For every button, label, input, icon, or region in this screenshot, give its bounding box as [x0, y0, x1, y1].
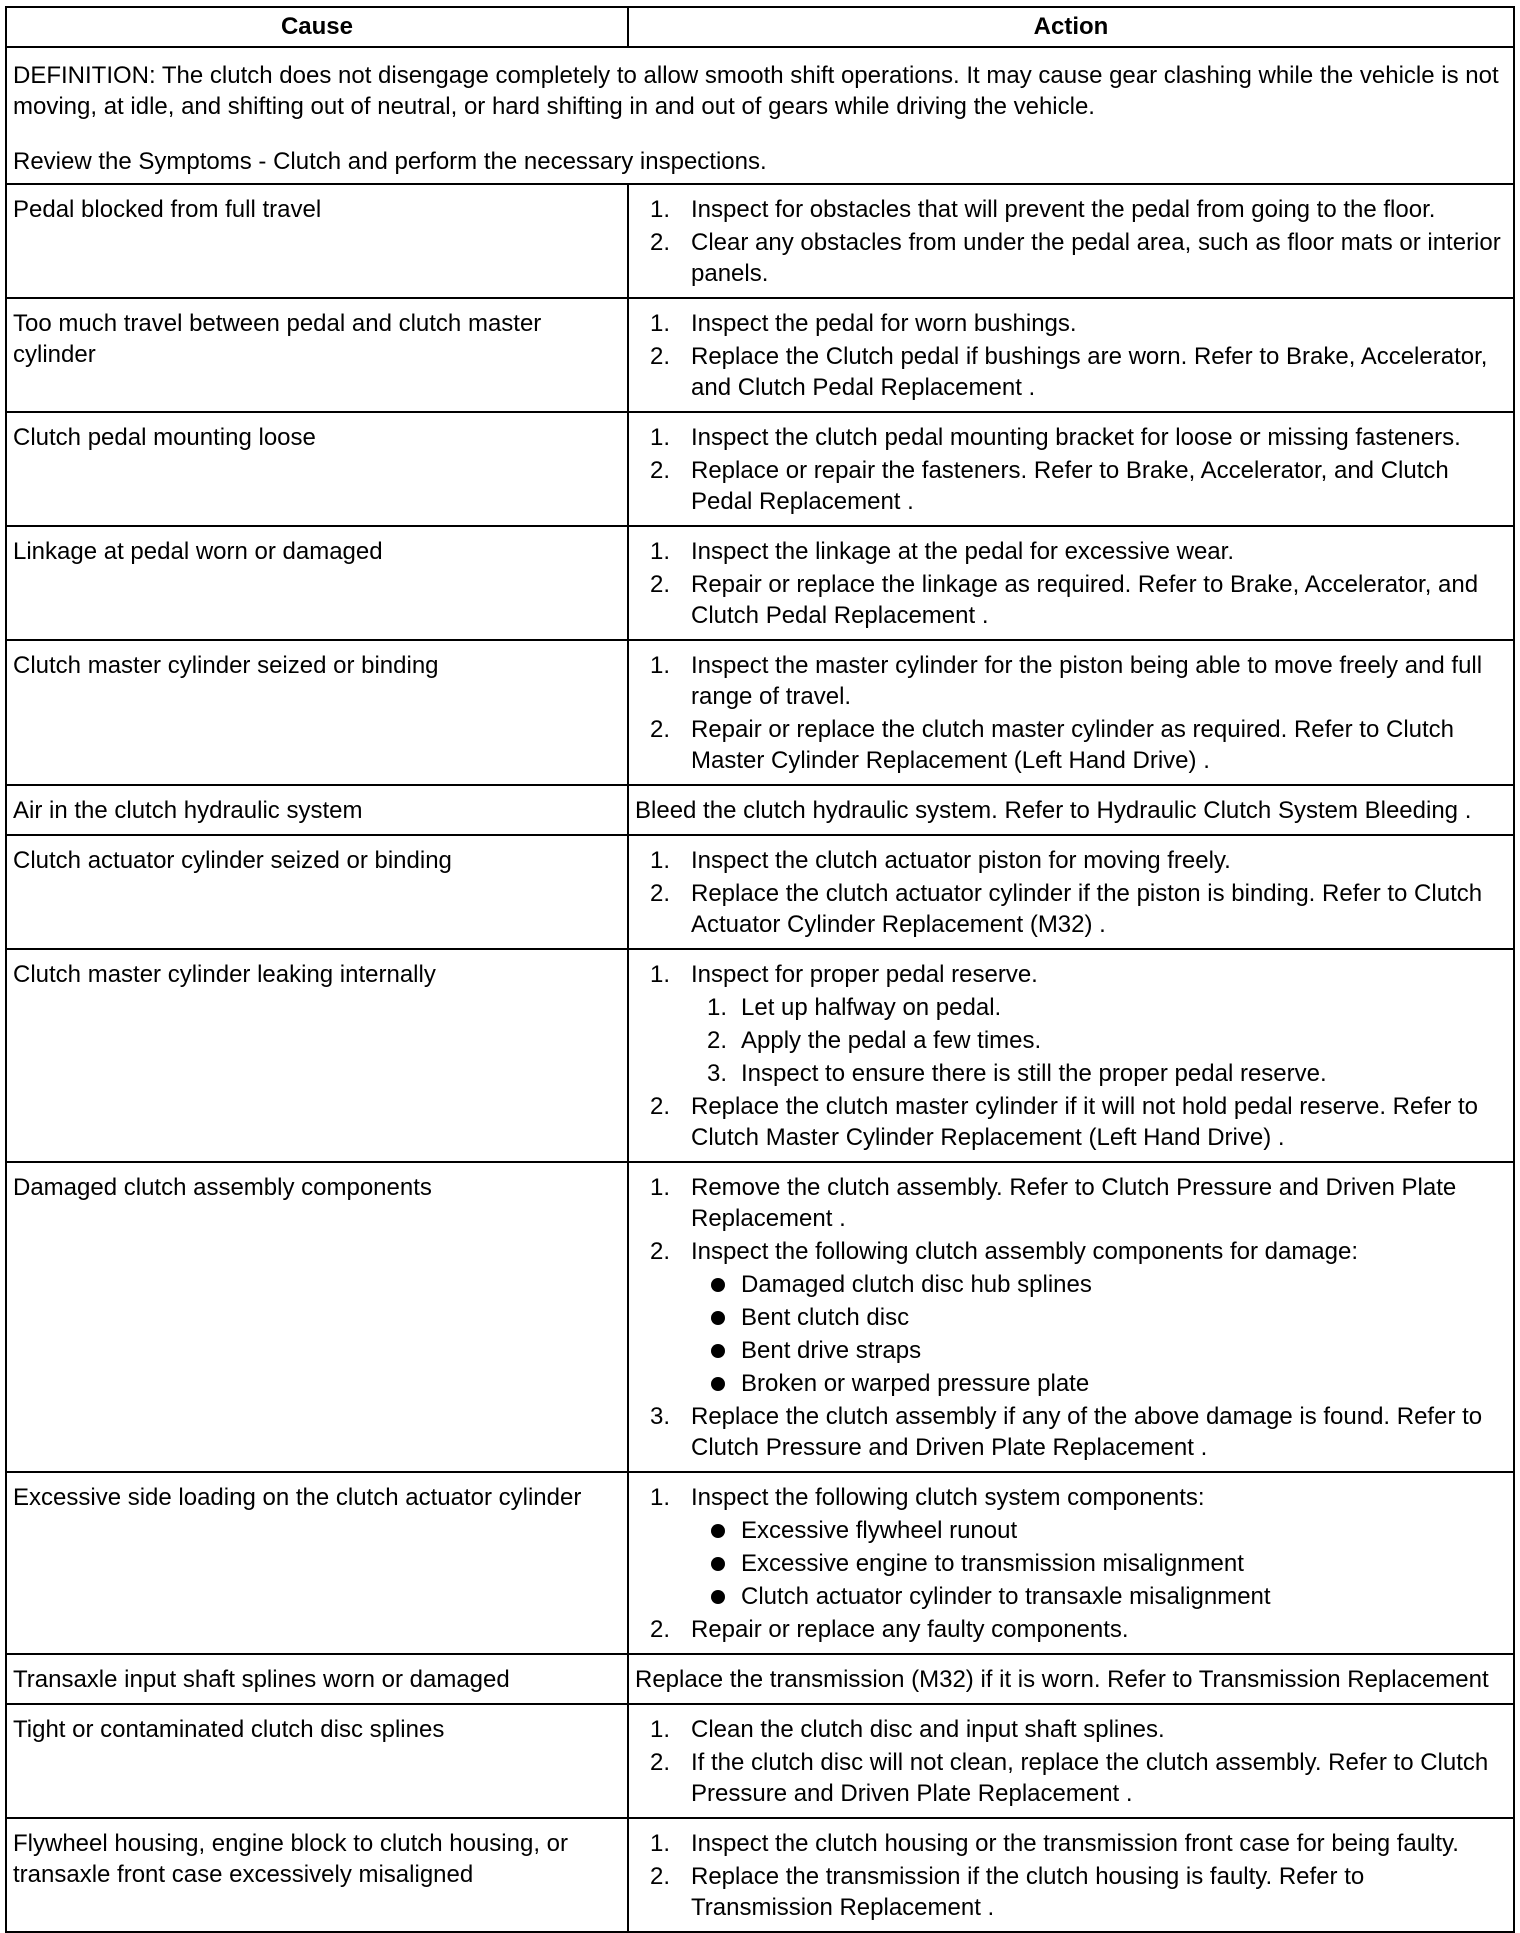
cause-cell: Air in the clutch hydraulic system	[6, 785, 628, 835]
action-step	[635, 422, 1507, 453]
step-text: Inspect the clutch pedal mounting bracket for loose or missing fasteners.	[691, 424, 1461, 451]
action-step	[635, 1401, 1507, 1463]
bullet-dot-icon	[711, 1344, 725, 1358]
action-step	[635, 341, 1507, 403]
action-cell	[628, 949, 1514, 1162]
review-symptoms-text: Review the Symptoms - Clutch and perform the necessary inspections.	[13, 148, 767, 175]
action-text: Replace the transmission (M32) if it is worn. Refer to Transmission Replacement	[635, 1666, 1489, 1693]
action-steps	[635, 845, 1507, 940]
definition-cell	[6, 47, 1514, 184]
bullet-text: Excessive engine to transmission misalignment	[741, 1550, 1244, 1577]
cause-cell: Clutch actuator cylinder seized or binding	[6, 835, 628, 949]
table-row	[6, 640, 1514, 785]
bullet-list	[691, 1269, 1507, 1399]
action-steps	[635, 308, 1507, 403]
step-number: 2.	[650, 1863, 671, 1890]
action-steps	[635, 1172, 1507, 1463]
action-cell	[628, 1162, 1514, 1472]
action-cell	[628, 526, 1514, 640]
action-steps	[635, 1714, 1507, 1809]
step-text: Clear any obstacles from under the pedal area, such as floor mats or interior panels.	[691, 229, 1501, 287]
diagnostic-document	[5, 6, 1513, 1933]
action-step	[635, 959, 1507, 1089]
definition-text: DEFINITION: The clutch does not disengage completely to allow smooth shift operations. It may cause gear clashing while the vehicle is not moving, at idle, and shifting out of neutral, or hard shifting in and out of gears while driving the vehicle.	[13, 62, 1499, 120]
bullet-dot-icon	[711, 1590, 725, 1604]
table-header-row	[6, 7, 1514, 47]
bullet-dot-icon	[711, 1524, 725, 1538]
bullet-item	[691, 1548, 1507, 1579]
step-number: 1.	[650, 847, 671, 874]
diagnostic-table	[5, 6, 1515, 1933]
bullet-item	[691, 1302, 1507, 1333]
step-text: Repair or replace the linkage as required. Refer to Brake, Accelerator, and Clutch Pedal Replacement .	[691, 571, 1479, 629]
action-substep	[691, 1058, 1507, 1089]
bullet-text: Clutch actuator cylinder to transaxle misalignment	[741, 1583, 1271, 1610]
action-steps	[635, 422, 1507, 517]
cause-cell: Tight or contaminated clutch disc splines	[6, 1704, 628, 1818]
cause-cell: Too much travel between pedal and clutch master cylinder	[6, 298, 628, 412]
action-step	[635, 1614, 1507, 1645]
step-text: Clean the clutch disc and input shaft splines.	[691, 1716, 1165, 1743]
action-step	[635, 845, 1507, 876]
bullet-text: Bent drive straps	[741, 1337, 922, 1364]
bullet-item	[691, 1581, 1507, 1612]
action-step	[635, 650, 1507, 712]
table-row	[6, 1162, 1514, 1472]
step-text: Inspect for obstacles that will prevent the pedal from going to the floor.	[691, 196, 1436, 223]
cause-cell: Clutch pedal mounting loose	[6, 412, 628, 526]
step-number: 3.	[650, 1403, 671, 1430]
action-substep	[691, 1025, 1507, 1056]
cause-cell: Clutch master cylinder leaking internally	[6, 949, 628, 1162]
table-row	[6, 1654, 1514, 1704]
cause-cell: Linkage at pedal worn or damaged	[6, 526, 628, 640]
action-step	[635, 194, 1507, 225]
action-substeps	[691, 992, 1507, 1089]
bullet-list	[691, 1515, 1507, 1612]
action-step	[635, 1747, 1507, 1809]
action-cell	[628, 1818, 1514, 1932]
step-text: Inspect the clutch housing or the transmission front case for being faulty.	[691, 1830, 1459, 1857]
table-row	[6, 298, 1514, 412]
bullet-item	[691, 1335, 1507, 1366]
action-cell	[628, 412, 1514, 526]
table-row	[6, 949, 1514, 1162]
action-cell	[628, 298, 1514, 412]
table-row	[6, 1704, 1514, 1818]
table-row	[6, 785, 1514, 835]
step-text: Inspect the master cylinder for the piston being able to move freely and full range of travel.	[691, 652, 1483, 710]
step-text: Inspect the following clutch system components:	[691, 1484, 1205, 1511]
step-number: 1.	[650, 1830, 671, 1857]
bullet-item	[691, 1368, 1507, 1399]
action-cell	[628, 1654, 1514, 1704]
step-number: 1.	[650, 310, 671, 337]
step-text: Replace the clutch actuator cylinder if the piston is binding. Refer to Clutch Actuator Cylinder Replacement (M32) .	[691, 880, 1483, 938]
step-text: Inspect the linkage at the pedal for excessive wear.	[691, 538, 1234, 565]
step-text: Replace the clutch assembly if any of the above damage is found. Refer to Clutch Pressure and Driven Plate Replacement .	[691, 1403, 1483, 1461]
action-cell	[628, 640, 1514, 785]
action-step	[635, 714, 1507, 776]
action-steps	[635, 194, 1507, 289]
step-number: 1.	[650, 961, 671, 988]
step-number: 1.	[650, 538, 671, 565]
step-number: 1.	[650, 1484, 671, 1511]
substep-text: Apply the pedal a few times.	[741, 1027, 1042, 1054]
action-step	[635, 1828, 1507, 1859]
step-number: 1.	[650, 424, 671, 451]
cause-cell: Damaged clutch assembly components	[6, 1162, 628, 1472]
action-steps	[635, 650, 1507, 776]
step-text: Remove the clutch assembly. Refer to Clutch Pressure and Driven Plate Replacement .	[691, 1174, 1457, 1232]
bullet-dot-icon	[711, 1557, 725, 1571]
action-steps	[635, 1482, 1507, 1645]
action-step	[635, 227, 1507, 289]
step-text: Repair or replace the clutch master cylinder as required. Refer to Clutch Master Cylinder Replacement (Left Hand Drive) .	[691, 716, 1455, 774]
action-step	[635, 878, 1507, 940]
action-column-header: Action	[628, 7, 1514, 47]
step-text: Replace the transmission if the clutch housing is faulty. Refer to Transmission Replacement .	[691, 1863, 1365, 1921]
bullet-text: Excessive flywheel runout	[741, 1517, 1018, 1544]
table-row	[6, 1818, 1514, 1932]
substep-text: Let up halfway on pedal.	[741, 994, 1002, 1021]
table-row	[6, 412, 1514, 526]
step-number: 2.	[650, 457, 671, 484]
action-step	[635, 569, 1507, 631]
step-number: 2.	[650, 343, 671, 370]
step-text: Replace or repair the fasteners. Refer to Brake, Accelerator, and Clutch Pedal Replacement .	[691, 457, 1449, 515]
action-steps	[635, 1828, 1507, 1923]
action-step	[635, 455, 1507, 517]
table-row	[6, 184, 1514, 298]
step-number: 1.	[650, 196, 671, 223]
cause-cell: Excessive side loading on the clutch actuator cylinder	[6, 1472, 628, 1654]
action-text: Bleed the clutch hydraulic system. Refer to Hydraulic Clutch System Bleeding .	[635, 797, 1472, 824]
step-text: If the clutch disc will not clean, replace the clutch assembly. Refer to Clutch Pressure and Driven Plate Replacement .	[691, 1749, 1489, 1807]
step-text: Replace the Clutch pedal if bushings are worn. Refer to Brake, Accelerator, and Clutch Pedal Replacement .	[691, 343, 1488, 401]
action-cell	[628, 184, 1514, 298]
action-step	[635, 1714, 1507, 1745]
action-step	[635, 1861, 1507, 1923]
bullet-dot-icon	[711, 1377, 725, 1391]
table-row	[6, 526, 1514, 640]
step-number: 2.	[650, 880, 671, 907]
step-text: Inspect the pedal for worn bushings.	[691, 310, 1077, 337]
bullet-text: Damaged clutch disc hub splines	[741, 1271, 1092, 1298]
bullet-dot-icon	[711, 1278, 725, 1292]
bullet-text: Broken or warped pressure plate	[741, 1370, 1090, 1397]
table-row	[6, 835, 1514, 949]
substep-number: 3.	[707, 1060, 728, 1087]
action-step	[635, 1172, 1507, 1234]
action-step	[635, 1091, 1507, 1153]
step-number: 1.	[650, 1716, 671, 1743]
action-step	[635, 1236, 1507, 1399]
bullet-item	[691, 1515, 1507, 1546]
action-cell	[628, 835, 1514, 949]
step-text: Inspect the clutch actuator piston for moving freely.	[691, 847, 1231, 874]
step-number: 1.	[650, 1174, 671, 1201]
bullet-dot-icon	[711, 1311, 725, 1325]
step-number: 1.	[650, 652, 671, 679]
substep-number: 1.	[707, 994, 728, 1021]
step-text: Repair or replace any faulty components.	[691, 1616, 1129, 1643]
action-substep	[691, 992, 1507, 1023]
step-text: Replace the clutch master cylinder if it will not hold pedal reserve. Refer to Clutch Master Cylinder Replacement (Left Hand Drive) .	[691, 1093, 1479, 1151]
action-step	[635, 308, 1507, 339]
step-number: 2.	[650, 229, 671, 256]
step-number: 2.	[650, 1093, 671, 1120]
definition-row	[6, 47, 1514, 184]
action-cell	[628, 785, 1514, 835]
step-number: 2.	[650, 1238, 671, 1265]
step-number: 2.	[650, 571, 671, 598]
substep-text: Inspect to ensure there is still the proper pedal reserve.	[741, 1060, 1327, 1087]
table-row	[6, 1472, 1514, 1654]
cause-column-header: Cause	[6, 7, 628, 47]
action-step	[635, 536, 1507, 567]
action-cell	[628, 1472, 1514, 1654]
action-steps	[635, 536, 1507, 631]
step-text: Inspect the following clutch assembly components for damage:	[691, 1238, 1359, 1265]
cause-cell: Flywheel housing, engine block to clutch housing, or transaxle front case excessively misaligned	[6, 1818, 628, 1932]
step-number: 2.	[650, 1749, 671, 1776]
step-number: 2.	[650, 1616, 671, 1643]
cause-cell: Clutch master cylinder seized or binding	[6, 640, 628, 785]
cause-cell: Pedal blocked from full travel	[6, 184, 628, 298]
action-cell	[628, 1704, 1514, 1818]
bullet-item	[691, 1269, 1507, 1300]
bullet-text: Bent clutch disc	[741, 1304, 910, 1331]
substep-number: 2.	[707, 1027, 728, 1054]
step-number: 2.	[650, 716, 671, 743]
cause-cell: Transaxle input shaft splines worn or damaged	[6, 1654, 628, 1704]
action-steps	[635, 959, 1507, 1153]
action-step	[635, 1482, 1507, 1612]
step-text: Inspect for proper pedal reserve.	[691, 961, 1038, 988]
